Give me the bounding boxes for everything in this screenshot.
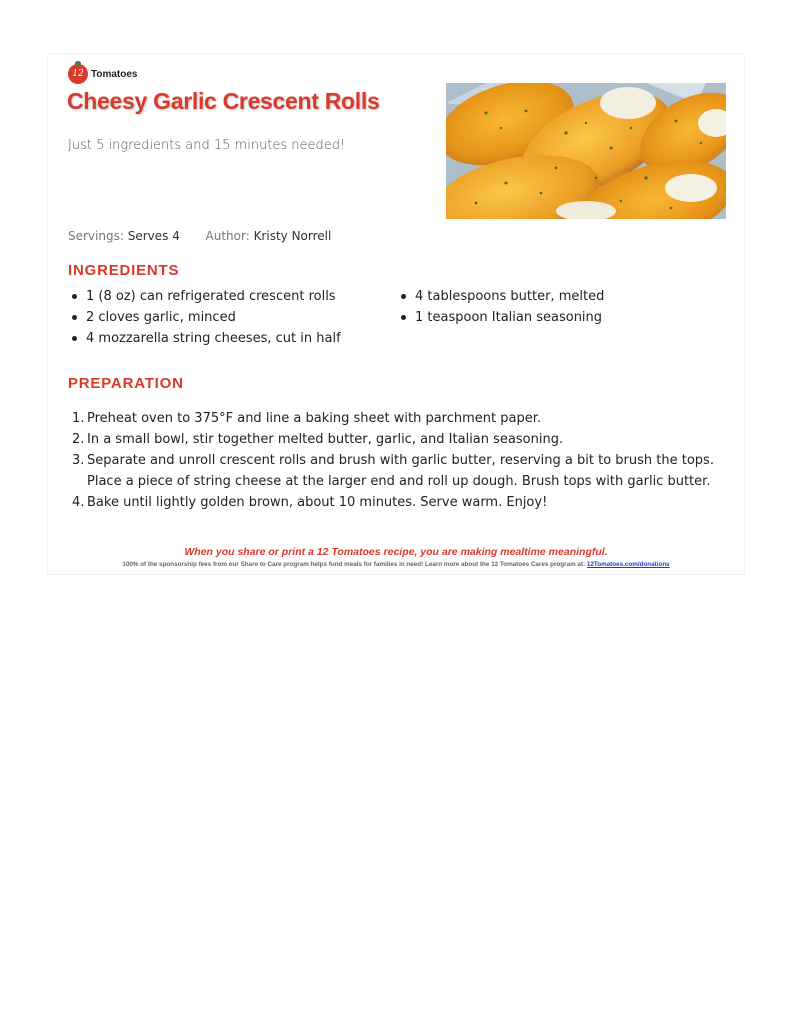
recipe-photo xyxy=(446,83,726,219)
brand-name: Tomatoes xyxy=(91,68,138,80)
step-number: 3. xyxy=(72,453,85,468)
recipe-meta xyxy=(68,229,331,243)
tomato-logo-icon: 12 xyxy=(68,64,88,84)
ingredients-list-right xyxy=(397,286,604,328)
preparation-steps xyxy=(68,408,728,513)
ingredients-heading: INGREDIENTS xyxy=(68,262,180,279)
ingredient-item: 1 teaspoon Italian seasoning xyxy=(397,307,604,328)
step-text: In a small bowl, stir together melted butter, garlic, and Italian seasoning. xyxy=(87,432,564,447)
step-number: 1. xyxy=(72,411,85,426)
ingredient-item: 1 (8 oz) can refrigerated crescent rolls xyxy=(68,286,341,307)
step-item xyxy=(68,450,728,492)
step-number: 4. xyxy=(72,495,85,510)
step-item xyxy=(68,492,728,513)
step-item xyxy=(68,429,728,450)
donations-link[interactable]: 12Tomatoes.com/donations xyxy=(586,561,670,568)
brand-logo[interactable] xyxy=(68,62,138,86)
step-item xyxy=(68,408,728,429)
footer-note xyxy=(47,561,745,568)
recipe-title: Cheesy Garlic Crescent Rolls xyxy=(67,88,380,114)
servings-value: Serves 4 xyxy=(127,229,180,243)
step-text: Preheat oven to 375°F and line a baking sheet with parchment paper. xyxy=(87,411,541,426)
preparation-heading: PREPARATION xyxy=(68,375,184,392)
recipe-subtitle: Just 5 ingredients and 15 minutes needed! xyxy=(68,138,346,153)
author-label: Author: xyxy=(205,229,250,243)
footer-text: 100% of the sponsorship fees from our Share to Care program helps fund meals for families in need! Learn more about the 12 Tomatoes Cares program at: xyxy=(122,561,587,568)
step-text: Separate and unroll crescent rolls and brush with garlic butter, reserving a bit to brush the tops. Place a piece of string cheese at the larger end and roll up dough. Brush tops with garlic butter. xyxy=(87,453,714,489)
ingredient-item: 4 tablespoons butter, melted xyxy=(397,286,604,307)
footer-headline: When you share or print a 12 Tomatoes recipe, you are making mealtime meaningful. xyxy=(184,546,608,558)
step-text: Bake until lightly golden brown, about 10 minutes. Serve warm. Enjoy! xyxy=(87,495,548,510)
ingredient-item: 2 cloves garlic, minced xyxy=(68,307,341,328)
servings-label: Servings: xyxy=(68,229,124,243)
ingredient-item: 4 mozzarella string cheeses, cut in half xyxy=(68,328,341,349)
step-number: 2. xyxy=(72,432,85,447)
author-value: Kristy Norrell xyxy=(253,229,332,243)
ingredients-list-left xyxy=(68,286,341,349)
